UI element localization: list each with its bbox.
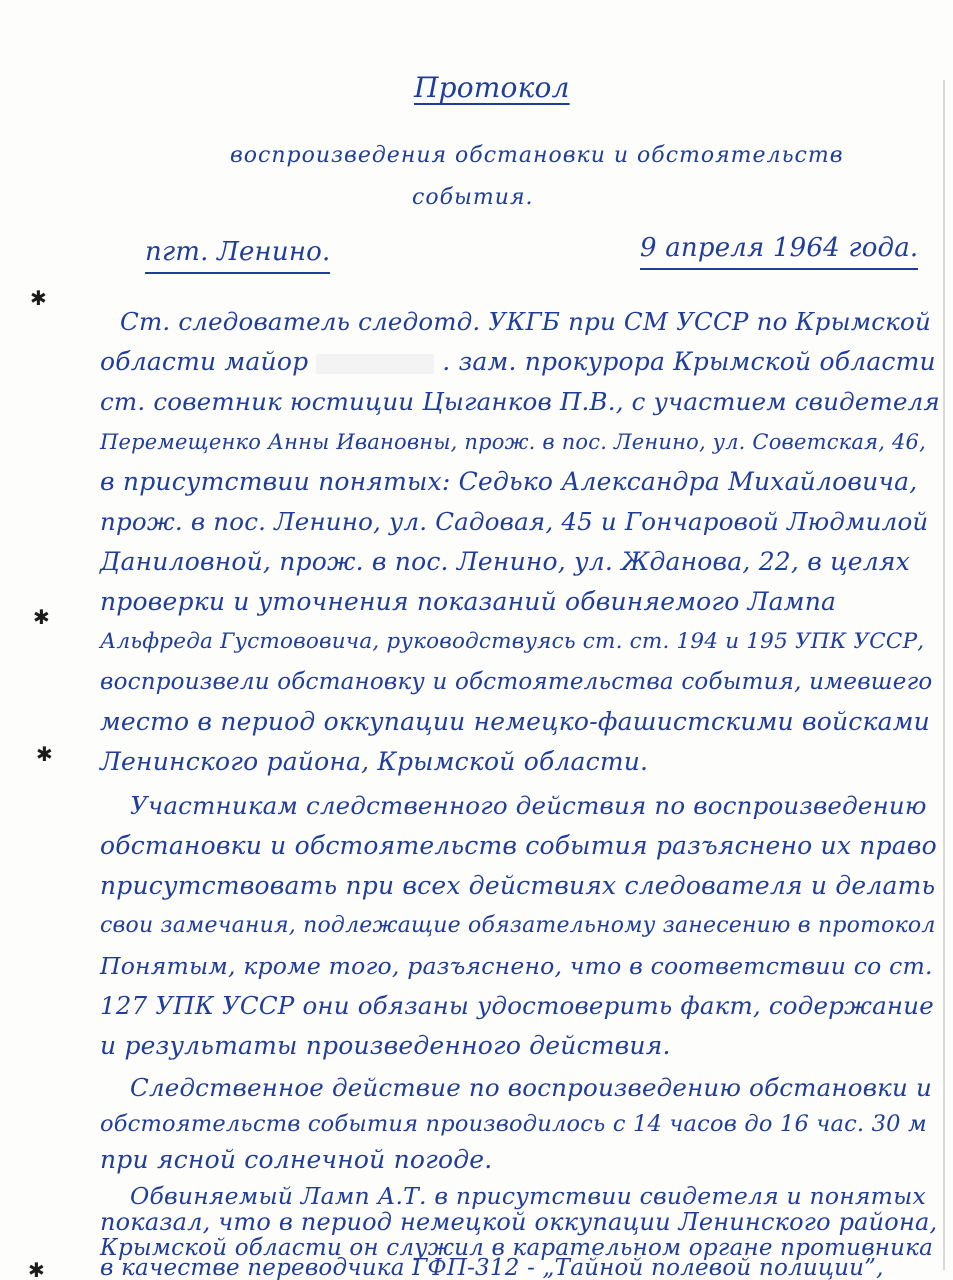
p2-line-5: Понятым, кроме того, разъяснено, что в соответствии со ст. — [100, 952, 933, 980]
p1-line-5: в присутствии понятых: Седько Александра Михайловича, — [100, 467, 918, 496]
p1-line-3: ст. советник юстиции Цыганков П.В., с участием свидетеля — [100, 387, 940, 416]
p1-line-7: Даниловной, прож. в пос. Ленино, ул. Жданова, 22, в целях — [100, 547, 910, 576]
p1-line-11: место в период оккупации немецко-фашистскими войсками — [100, 707, 930, 736]
punch-hole-mark: ✱ — [28, 1258, 45, 1280]
p1-line-9: Альфреда Густововича, руководствуясь ст. ст. 194 и 195 УПК УССР, — [100, 629, 925, 654]
p1-line-6: прож. в пос. Ленино, ул. Садовая, 45 и Гончаровой Людмилой — [100, 507, 929, 536]
p2-line-2: обстановки и обстоятельств события разъяснено их право — [100, 831, 937, 860]
page-edge-line — [943, 80, 945, 1270]
subtitle-line-1: воспроизведения обстановки и обстоятельств — [230, 143, 844, 168]
p2-line-1: Участникам следственного действия по воспроизведению — [130, 791, 927, 820]
place-text: пгт. Ленино. — [145, 236, 330, 274]
p1-line-10: воспроизвели обстановку и обстоятельства события, имевшего — [100, 669, 933, 695]
p1-line-2b: . зам. прокурора Крымской области — [442, 347, 936, 376]
place-label — [145, 236, 330, 274]
p4-line-3: Крымской области он служил в карательном органе противника — [100, 1235, 933, 1261]
p3-line-1: Следственное действие по воспроизведению обстановки и — [130, 1073, 932, 1102]
p2-line-7: и результаты произведенного действия. — [100, 1031, 671, 1060]
redaction-box — [316, 354, 434, 374]
p2-line-4: свои замечания, подлежащие обязательному занесению в протокол — [100, 913, 936, 938]
date-label — [640, 232, 918, 270]
punch-hole-mark: ✱ — [33, 605, 50, 629]
subtitle-line-2: события. — [412, 185, 534, 210]
p1-line-1: Ст. следователь следотд. УКГБ при СМ УССР по Крымской — [120, 307, 931, 336]
p1-line-2a: области майор — [100, 347, 309, 376]
date-text: 9 апреля 1964 года. — [640, 232, 918, 270]
p1-line-8: проверки и уточнения показаний обвиняемого Лампа — [100, 587, 837, 616]
p4-line-4: в качестве переводчика ГФП-312 - „Тайной полевой полиции”, — [100, 1255, 884, 1280]
p2-line-6: 127 УПК УССР они обязаны удостоверить факт, содержание — [100, 991, 934, 1020]
p4-line-1: Обвиняемый Ламп А.Т. в присутствии свидетеля и понятых — [130, 1182, 926, 1210]
p4-line-2: показал, что в период немецкой оккупации Ленинского района, — [100, 1208, 938, 1236]
p1-line-12: Ленинского района, Крымской области. — [100, 747, 649, 776]
p3-line-3: при ясной солнечной погоде. — [100, 1145, 493, 1174]
p2-line-3: присутствовать при всех действиях следователя и делать — [100, 871, 936, 900]
p1-line-2 — [100, 346, 936, 378]
punch-hole-mark: ✱ — [30, 286, 47, 310]
p1-line-4: Перемещенко Анны Ивановны, прож. в пос. Ленино, ул. Советская, 46, — [100, 430, 926, 454]
document-title: Протокол — [414, 71, 570, 104]
punch-hole-mark: ✱ — [36, 742, 53, 766]
p3-line-2: обстоятельств события производилось с 14 часов до 16 час. 30 м — [100, 1111, 927, 1137]
